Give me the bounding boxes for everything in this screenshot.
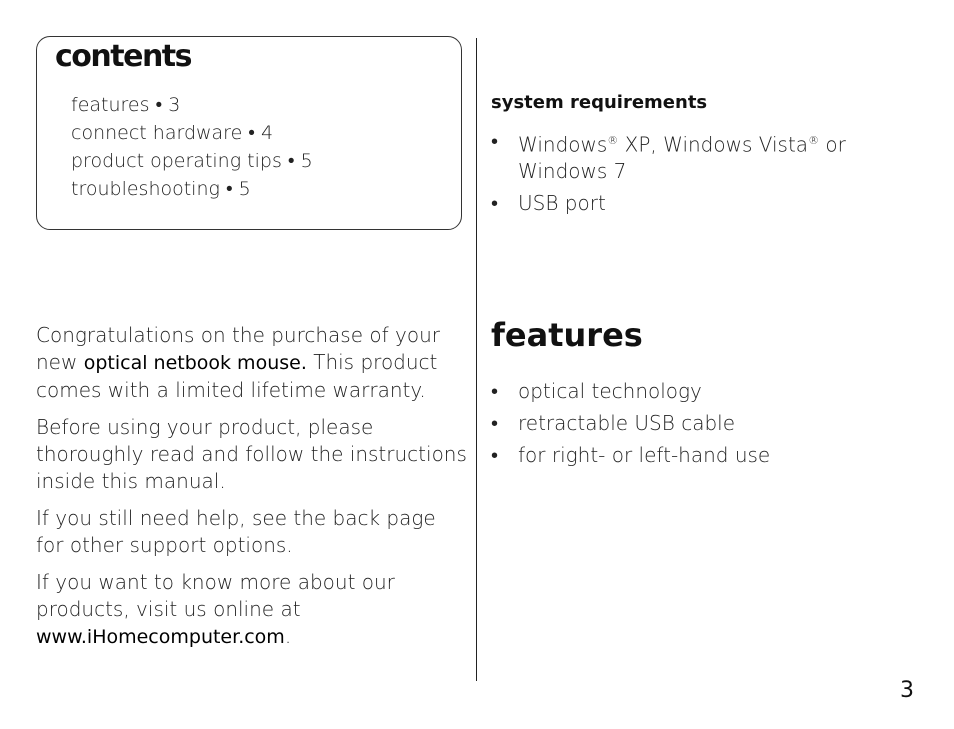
- os-vista-text: XP, Windows Vista: [618, 132, 809, 157]
- requirement-os: [491, 128, 891, 184]
- bullet: •: [491, 129, 499, 153]
- contents-item-troubleshooting[interactable]: troubleshooting • 5: [71, 178, 251, 200]
- contents-item-features[interactable]: features • 3: [71, 94, 181, 116]
- intro-p1-tail: This product comes with a limited lifetime warranty.: [36, 350, 438, 402]
- usb-port-text: USB port: [518, 190, 606, 215]
- intro-p1-text: Congratulations on the purchase of your new: [36, 323, 440, 374]
- intro-p4-tail: .: [284, 624, 292, 648]
- intro-paragraph-1: [36, 322, 468, 404]
- bullet: •: [491, 411, 499, 435]
- contents-item-operating-tips[interactable]: product operating tips • 5: [71, 150, 313, 172]
- feature-usb-cable: retractable USB cable: [518, 411, 736, 435]
- intro-paragraph-2: Before using your product, please thoroughly read and follow the instructions inside this manual.: [36, 415, 467, 493]
- registered-mark: ®: [808, 134, 820, 147]
- feature-optical: optical technology: [518, 379, 702, 403]
- bullet: •: [491, 379, 499, 403]
- os-windows-text: Windows: [518, 132, 608, 157]
- features-title: features: [491, 316, 643, 354]
- website-link[interactable]: www.iHomecomputer.com: [36, 626, 285, 648]
- intro-paragraph-4: [36, 569, 468, 651]
- intro-p4-text: If you want to know more about our products, visit us online at: [36, 570, 395, 621]
- page-number: 3: [900, 678, 914, 703]
- requirement-usb: [491, 190, 891, 216]
- bullet: •: [491, 443, 499, 467]
- intro-text: [36, 322, 468, 661]
- contents-title: contents: [55, 39, 191, 74]
- system-requirements-list: [491, 128, 891, 222]
- feature-item: [491, 410, 891, 436]
- feature-handedness: for right- or left-hand use: [518, 443, 771, 467]
- product-name: optical netbook mouse.: [83, 352, 307, 374]
- feature-item: [491, 442, 891, 468]
- system-requirements-title: system requirements: [491, 92, 708, 113]
- intro-paragraph-3: If you still need help, see the back page for other support options.: [36, 506, 436, 557]
- os-win7-text: or Windows 7: [518, 132, 846, 183]
- feature-item: [491, 378, 891, 404]
- contents-box: [36, 36, 462, 230]
- column-divider: [476, 38, 477, 681]
- features-list: [491, 378, 891, 474]
- registered-mark: ®: [607, 134, 619, 147]
- contents-item-connect-hardware[interactable]: connect hardware • 4: [71, 122, 274, 144]
- contents-list: [71, 91, 313, 203]
- bullet: •: [491, 190, 499, 215]
